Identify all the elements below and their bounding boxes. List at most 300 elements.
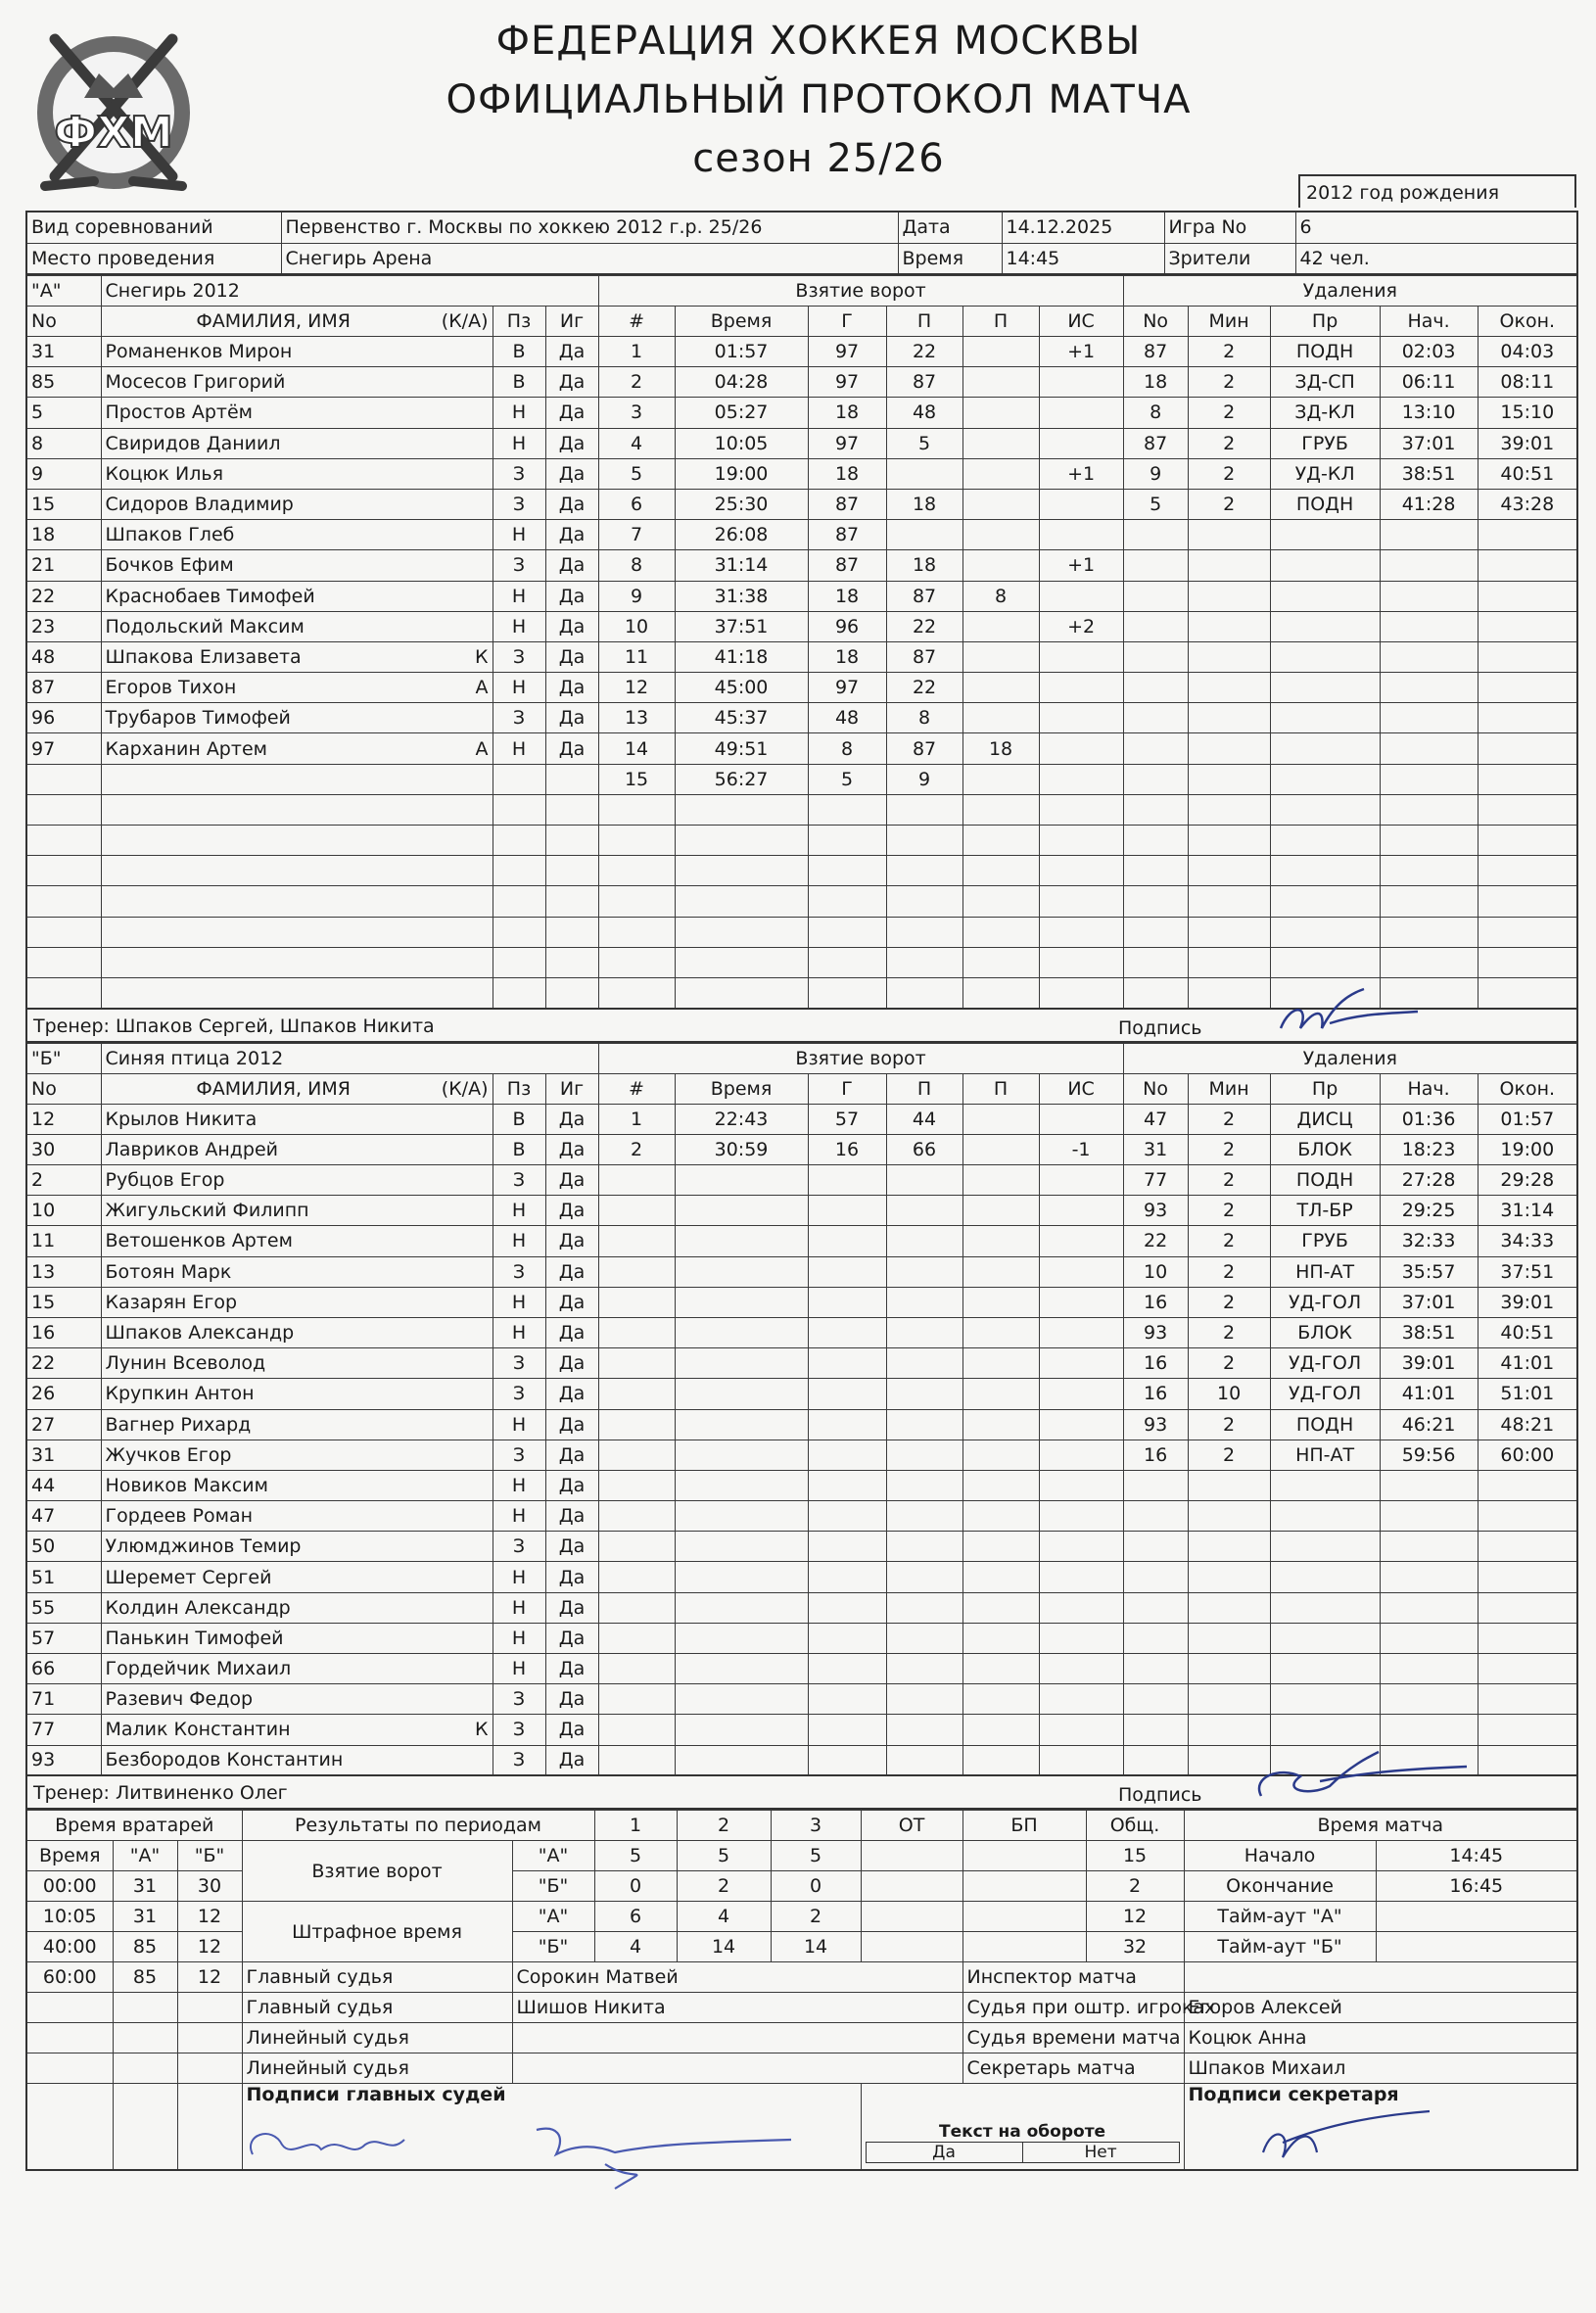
game-value: 6 bbox=[1295, 212, 1577, 243]
team-b-name: Синяя птица 2012 bbox=[101, 1043, 598, 1073]
gk-row-time: 60:00 bbox=[26, 1962, 113, 1993]
player-number: 15 bbox=[26, 489, 101, 519]
penalty-minutes bbox=[1188, 917, 1270, 947]
col-assist-2: П bbox=[962, 307, 1039, 337]
penalty-minutes bbox=[1188, 1470, 1270, 1500]
goal-number: 3 bbox=[598, 398, 675, 428]
goal-number: 4 bbox=[598, 428, 675, 458]
start-value: 14:45 bbox=[1376, 1841, 1577, 1871]
goal-assist-2 bbox=[962, 1226, 1039, 1256]
penalty-minutes: 2 bbox=[1188, 1256, 1270, 1287]
player-position: З bbox=[493, 1684, 545, 1715]
goal-scorer bbox=[808, 917, 886, 947]
goal-scorer bbox=[808, 1532, 886, 1562]
player-position bbox=[493, 826, 545, 856]
goal-strength: +2 bbox=[1039, 611, 1123, 641]
table-row bbox=[26, 489, 1577, 519]
secretary-name: Шпаков Михаил bbox=[1184, 2053, 1577, 2084]
gk-row-b: 30 bbox=[177, 1871, 242, 1902]
goal-assist-1: 87 bbox=[886, 733, 962, 764]
goals-a-p1: 5 bbox=[594, 1841, 677, 1871]
penalty-reason bbox=[1270, 1501, 1380, 1532]
player-number: 8 bbox=[26, 428, 101, 458]
col-goal-num: # bbox=[598, 1073, 675, 1104]
goal-time bbox=[675, 1745, 808, 1775]
goal-strength bbox=[1039, 947, 1123, 977]
table-row bbox=[26, 1532, 1577, 1562]
goal-assist-2 bbox=[962, 489, 1039, 519]
player-played: Да bbox=[545, 458, 598, 489]
goals-a-p2: 5 bbox=[677, 1841, 771, 1871]
goal-strength bbox=[1039, 703, 1123, 733]
penalty-player: 87 bbox=[1123, 337, 1188, 367]
penalty-reason: ЗД-СП bbox=[1270, 367, 1380, 398]
header bbox=[25, 0, 1578, 211]
goal-time: 01:57 bbox=[675, 337, 808, 367]
table-row bbox=[26, 520, 1577, 550]
player-number: 30 bbox=[26, 1134, 101, 1164]
team-a-table bbox=[25, 275, 1578, 1010]
penalty-start: 13:10 bbox=[1380, 398, 1478, 428]
player-number: 2 bbox=[26, 1165, 101, 1196]
gk-a-header: "А" bbox=[113, 1841, 177, 1871]
goal-assist-2 bbox=[962, 1501, 1039, 1532]
penalty-end: 29:28 bbox=[1478, 1165, 1577, 1196]
goal-assist-2 bbox=[962, 1134, 1039, 1164]
player-played: Да bbox=[545, 1623, 598, 1653]
goals-b-total: 2 bbox=[1086, 1871, 1184, 1902]
goal-assist-2 bbox=[962, 1532, 1039, 1562]
penalty-minutes bbox=[1188, 703, 1270, 733]
player-name bbox=[101, 917, 493, 947]
penalty-end bbox=[1478, 947, 1577, 977]
penalty-reason bbox=[1270, 1562, 1380, 1592]
penalty-player bbox=[1123, 611, 1188, 641]
goal-number bbox=[598, 1715, 675, 1745]
penalty-end bbox=[1478, 1715, 1577, 1745]
penalty-reason: ГРУБ bbox=[1270, 428, 1380, 458]
goal-number: 12 bbox=[598, 673, 675, 703]
player-played: Да bbox=[545, 1226, 598, 1256]
table-row bbox=[26, 1348, 1577, 1379]
goal-scorer: 18 bbox=[808, 641, 886, 672]
penalty-end bbox=[1478, 1501, 1577, 1532]
goal-assist-1 bbox=[886, 520, 962, 550]
col-strength: ИС bbox=[1039, 1073, 1123, 1104]
goals-a-p3: 5 bbox=[771, 1841, 861, 1871]
player-name bbox=[101, 1196, 493, 1226]
team-a-coach-signature bbox=[1271, 984, 1437, 1043]
penalty-player bbox=[1123, 764, 1188, 794]
player-name-text: Простов Артём bbox=[105, 401, 253, 424]
penalty-end bbox=[1478, 1562, 1577, 1592]
penalty-reason: ДИСЦ bbox=[1270, 1104, 1380, 1134]
goal-number bbox=[598, 1196, 675, 1226]
goal-strength bbox=[1039, 856, 1123, 886]
goal-scorer bbox=[808, 1165, 886, 1196]
penalty-minutes: 2 bbox=[1188, 1317, 1270, 1347]
table-row bbox=[26, 1409, 1577, 1440]
goal-time: 41:18 bbox=[675, 641, 808, 672]
penalty-end: 41:01 bbox=[1478, 1348, 1577, 1379]
goal-assist-2 bbox=[962, 1165, 1039, 1196]
penalty-minutes bbox=[1188, 977, 1270, 1008]
goal-assist-2 bbox=[962, 550, 1039, 581]
player-name bbox=[101, 794, 493, 825]
goal-number: 10 bbox=[598, 611, 675, 641]
penalty-minutes: 2 bbox=[1188, 458, 1270, 489]
player-captain-mark: А bbox=[475, 677, 489, 699]
goal-scorer: 18 bbox=[808, 458, 886, 489]
player-position: Н bbox=[493, 1501, 545, 1532]
player-number: 21 bbox=[26, 550, 101, 581]
team-b-coach-signature bbox=[1242, 1747, 1477, 1810]
penalty-player: 8 bbox=[1123, 398, 1188, 428]
goal-strength: -1 bbox=[1039, 1134, 1123, 1164]
penalty-end bbox=[1478, 826, 1577, 856]
goal-time bbox=[675, 856, 808, 886]
goal-number bbox=[598, 856, 675, 886]
penalty-reason bbox=[1270, 826, 1380, 856]
goal-assist-2 bbox=[962, 764, 1039, 794]
back-text-box bbox=[861, 2084, 1184, 2170]
penalty-reason bbox=[1270, 1592, 1380, 1623]
penalty-minutes bbox=[1188, 826, 1270, 856]
goal-time: 19:00 bbox=[675, 458, 808, 489]
penalty-reason bbox=[1270, 1470, 1380, 1500]
player-played: Да bbox=[545, 1470, 598, 1500]
goal-strength bbox=[1039, 1501, 1123, 1532]
penalty-start bbox=[1380, 1623, 1478, 1653]
penalty-reason: ПОДН bbox=[1270, 489, 1380, 519]
penalty-start: 39:01 bbox=[1380, 1348, 1478, 1379]
team-b-table bbox=[25, 1043, 1578, 1777]
player-position: З bbox=[493, 550, 545, 581]
table-row bbox=[26, 641, 1577, 672]
penalty-player bbox=[1123, 733, 1188, 764]
gk-row-a: 85 bbox=[113, 1932, 177, 1962]
penalty-end bbox=[1478, 917, 1577, 947]
goal-scorer: 8 bbox=[808, 733, 886, 764]
player-name-text: Гордеев Роман bbox=[105, 1505, 254, 1528]
player-played bbox=[545, 856, 598, 886]
goal-assist-2 bbox=[962, 1409, 1039, 1440]
pen-a-total: 12 bbox=[1086, 1902, 1184, 1932]
penalty-end bbox=[1478, 641, 1577, 672]
player-position: Н bbox=[493, 398, 545, 428]
goal-assist-2 bbox=[962, 458, 1039, 489]
goal-strength bbox=[1039, 1379, 1123, 1409]
player-position: Н bbox=[493, 733, 545, 764]
goal-time bbox=[675, 794, 808, 825]
goal-number bbox=[598, 1317, 675, 1347]
goal-time bbox=[675, 1287, 808, 1317]
goal-assist-2 bbox=[962, 1104, 1039, 1134]
goal-number bbox=[598, 1287, 675, 1317]
goal-time bbox=[675, 977, 808, 1008]
table-row bbox=[26, 1623, 1577, 1653]
penalty-player: 10 bbox=[1123, 1256, 1188, 1287]
gk-row-time: 10:05 bbox=[26, 1902, 113, 1932]
penalty-end: 39:01 bbox=[1478, 1287, 1577, 1317]
birth-year: 2012 год рождения bbox=[1298, 174, 1576, 208]
end-label: Окончание bbox=[1184, 1871, 1376, 1902]
title-season: сезон 25/26 bbox=[692, 136, 945, 181]
penalty-end bbox=[1478, 856, 1577, 886]
col-goal-time: Время bbox=[675, 1073, 808, 1104]
back-text-no[interactable]: Нет bbox=[1084, 2142, 1117, 2162]
penalty-reason bbox=[1270, 886, 1380, 917]
player-played: Да bbox=[545, 611, 598, 641]
team-b-coach-line bbox=[25, 1776, 1578, 1810]
player-position: Н bbox=[493, 428, 545, 458]
player-name-text: Егоров Тихон bbox=[105, 677, 237, 699]
penalty-player bbox=[1123, 917, 1188, 947]
col-name: ФАМИЛИЯ, ИМЯ (К/А) bbox=[101, 1073, 493, 1104]
gk-row-time: 00:00 bbox=[26, 1871, 113, 1902]
team-b-tag: "Б" bbox=[26, 1043, 101, 1073]
table-row bbox=[26, 764, 1577, 794]
goal-time: 45:00 bbox=[675, 673, 808, 703]
player-number: 27 bbox=[26, 1409, 101, 1440]
player-played: Да bbox=[545, 703, 598, 733]
goal-time bbox=[675, 1317, 808, 1347]
player-number: 47 bbox=[26, 1501, 101, 1532]
table-row bbox=[26, 947, 1577, 977]
goal-strength bbox=[1039, 367, 1123, 398]
goal-assist-2 bbox=[962, 1287, 1039, 1317]
goal-time bbox=[675, 917, 808, 947]
team-a-sign-label: Подпись bbox=[1118, 1016, 1202, 1039]
secretary-signature-mark bbox=[1244, 2103, 1439, 2172]
goal-assist-2 bbox=[962, 1654, 1039, 1684]
penalty-start: 37:01 bbox=[1380, 428, 1478, 458]
goal-strength bbox=[1039, 1532, 1123, 1562]
player-played: Да bbox=[545, 1348, 598, 1379]
penalty-minutes: 2 bbox=[1188, 1134, 1270, 1164]
penalty-player bbox=[1123, 947, 1188, 977]
goal-assist-2 bbox=[962, 1684, 1039, 1715]
penalty-start bbox=[1380, 794, 1478, 825]
player-name bbox=[101, 886, 493, 917]
player-played: Да bbox=[545, 1165, 598, 1196]
player-name-text: Мосесов Григорий bbox=[105, 371, 286, 394]
col-pen-min: Мин bbox=[1188, 307, 1270, 337]
player-number: 12 bbox=[26, 1104, 101, 1134]
goal-strength bbox=[1039, 1684, 1123, 1715]
goals-b-p3: 0 bbox=[771, 1871, 861, 1902]
goal-assist-2 bbox=[962, 1256, 1039, 1287]
penalty-player bbox=[1123, 673, 1188, 703]
col-goal-time: Время bbox=[675, 307, 808, 337]
penalty-start bbox=[1380, 826, 1478, 856]
goal-assist-1 bbox=[886, 1562, 962, 1592]
goal-time bbox=[675, 1654, 808, 1684]
penalty-player: 93 bbox=[1123, 1196, 1188, 1226]
goal-assist-2 bbox=[962, 1196, 1039, 1226]
goal-assist-1 bbox=[886, 826, 962, 856]
goal-assist-2 bbox=[962, 673, 1039, 703]
player-name-text: Крупкин Антон bbox=[105, 1383, 255, 1405]
period-total: Общ. bbox=[1086, 1811, 1184, 1841]
inspector-name bbox=[1184, 1962, 1577, 1993]
goal-scorer bbox=[808, 1226, 886, 1256]
col-pen-start: Нач. bbox=[1380, 307, 1478, 337]
penalty-end bbox=[1478, 520, 1577, 550]
goal-scorer bbox=[808, 1379, 886, 1409]
back-text-yes[interactable]: Да bbox=[867, 2143, 1023, 2162]
penalty-reason bbox=[1270, 641, 1380, 672]
penalty-end: 15:10 bbox=[1478, 398, 1577, 428]
player-position: Н bbox=[493, 1623, 545, 1653]
goal-strength bbox=[1039, 764, 1123, 794]
table-row bbox=[26, 611, 1577, 641]
player-name bbox=[101, 1348, 493, 1379]
player-played: Да bbox=[545, 1562, 598, 1592]
player-played: Да bbox=[545, 1592, 598, 1623]
penalty-start bbox=[1380, 703, 1478, 733]
goal-scorer bbox=[808, 947, 886, 977]
goal-assist-1: 22 bbox=[886, 673, 962, 703]
player-name-text: Карханин Артем bbox=[105, 737, 267, 760]
player-name bbox=[101, 367, 493, 398]
penalty-reason: УД-ГОЛ bbox=[1270, 1379, 1380, 1409]
timeout-a-value bbox=[1376, 1902, 1577, 1932]
goal-assist-2 bbox=[962, 977, 1039, 1008]
col-pen-start: Нач. bbox=[1380, 1073, 1478, 1104]
goal-assist-1 bbox=[886, 977, 962, 1008]
goals-b-so bbox=[962, 1871, 1086, 1902]
goals-b-ot bbox=[861, 1871, 962, 1902]
player-name bbox=[101, 550, 493, 581]
player-played: Да bbox=[545, 641, 598, 672]
end-value: 16:45 bbox=[1376, 1871, 1577, 1902]
goals-a-so bbox=[962, 1841, 1086, 1871]
player-name bbox=[101, 581, 493, 611]
goal-strength bbox=[1039, 1226, 1123, 1256]
goal-time bbox=[675, 1562, 808, 1592]
player-played bbox=[545, 886, 598, 917]
goal-number: 5 bbox=[598, 458, 675, 489]
goal-assist-1 bbox=[886, 1470, 962, 1500]
player-played: Да bbox=[545, 337, 598, 367]
player-played: Да bbox=[545, 1501, 598, 1532]
col-name: ФАМИЛИЯ, ИМЯ (К/А) bbox=[101, 307, 493, 337]
goal-assist-1 bbox=[886, 1592, 962, 1623]
player-played: Да bbox=[545, 1532, 598, 1562]
gk-row-b: 12 bbox=[177, 1902, 242, 1932]
player-played: Да bbox=[545, 673, 598, 703]
goal-scorer bbox=[808, 1501, 886, 1532]
penalty-start bbox=[1380, 1715, 1478, 1745]
goal-assist-1: 8 bbox=[886, 703, 962, 733]
player-position: З bbox=[493, 458, 545, 489]
player-position: З bbox=[493, 1379, 545, 1409]
penalty-minutes: 2 bbox=[1188, 1165, 1270, 1196]
col-ig: Иг bbox=[545, 307, 598, 337]
goal-number bbox=[598, 1470, 675, 1500]
player-position: Н bbox=[493, 611, 545, 641]
table-row bbox=[26, 1562, 1577, 1592]
player-name bbox=[101, 673, 493, 703]
player-position: Н bbox=[493, 1654, 545, 1684]
penalty-start: 38:51 bbox=[1380, 1317, 1478, 1347]
col-pen-no: No bbox=[1123, 1073, 1188, 1104]
player-number: 55 bbox=[26, 1592, 101, 1623]
col-ig: Иг bbox=[545, 1073, 598, 1104]
player-name bbox=[101, 1226, 493, 1256]
player-played bbox=[545, 977, 598, 1008]
penalty-reason bbox=[1270, 794, 1380, 825]
gk-row-b: 12 bbox=[177, 1932, 242, 1962]
goal-time: 31:38 bbox=[675, 581, 808, 611]
penalty-start: 29:25 bbox=[1380, 1196, 1478, 1226]
player-name-text: Подольский Максим bbox=[105, 615, 305, 637]
penalty-reason bbox=[1270, 581, 1380, 611]
goal-assist-1 bbox=[886, 1317, 962, 1347]
goal-assist-1 bbox=[886, 1745, 962, 1775]
col-strength: ИС bbox=[1039, 307, 1123, 337]
linesman-2-name bbox=[512, 2053, 962, 2084]
player-name-text: Лавриков Андрей bbox=[105, 1138, 279, 1160]
penalty-start: 32:33 bbox=[1380, 1226, 1478, 1256]
goal-strength bbox=[1039, 1104, 1123, 1134]
penalty-player bbox=[1123, 856, 1188, 886]
goal-assist-1 bbox=[886, 1532, 962, 1562]
pen-a-p1: 6 bbox=[594, 1902, 677, 1932]
goal-number bbox=[598, 1623, 675, 1653]
goal-number bbox=[598, 1348, 675, 1379]
timeout-b-label: Тайм-аут "Б" bbox=[1184, 1932, 1376, 1962]
penalty-minutes bbox=[1188, 1684, 1270, 1715]
goal-scorer: 97 bbox=[808, 428, 886, 458]
penalty-player bbox=[1123, 641, 1188, 672]
table-row bbox=[26, 1104, 1577, 1134]
goal-assist-1: 18 bbox=[886, 489, 962, 519]
goal-number bbox=[598, 1409, 675, 1440]
table-row bbox=[26, 1256, 1577, 1287]
table-row bbox=[26, 550, 1577, 581]
goals-a-label: "А" bbox=[512, 1841, 594, 1871]
goal-assist-1 bbox=[886, 458, 962, 489]
penalty-reason: УД-КЛ bbox=[1270, 458, 1380, 489]
player-number: 10 bbox=[26, 1196, 101, 1226]
player-number: 22 bbox=[26, 581, 101, 611]
goal-number: 2 bbox=[598, 367, 675, 398]
goal-number: 6 bbox=[598, 489, 675, 519]
penalty-reason bbox=[1270, 1715, 1380, 1745]
goal-strength bbox=[1039, 733, 1123, 764]
penalty-start: 18:23 bbox=[1380, 1134, 1478, 1164]
goal-assist-2 bbox=[962, 826, 1039, 856]
player-position: З bbox=[493, 1440, 545, 1470]
gk-row-time: 40:00 bbox=[26, 1932, 113, 1962]
pen-b-p2: 14 bbox=[677, 1932, 771, 1962]
gk-b-header: "Б" bbox=[177, 1841, 242, 1871]
penalty-player bbox=[1123, 826, 1188, 856]
penalty-minutes bbox=[1188, 1532, 1270, 1562]
player-played bbox=[545, 826, 598, 856]
player-number bbox=[26, 947, 101, 977]
goal-assist-1 bbox=[886, 917, 962, 947]
penalty-minutes: 10 bbox=[1188, 1379, 1270, 1409]
goal-time: 30:59 bbox=[675, 1134, 808, 1164]
penalty-start bbox=[1380, 611, 1478, 641]
goal-time: 26:08 bbox=[675, 520, 808, 550]
penalty-start bbox=[1380, 641, 1478, 672]
penalty-end bbox=[1478, 1532, 1577, 1562]
penalty-player bbox=[1123, 1470, 1188, 1500]
